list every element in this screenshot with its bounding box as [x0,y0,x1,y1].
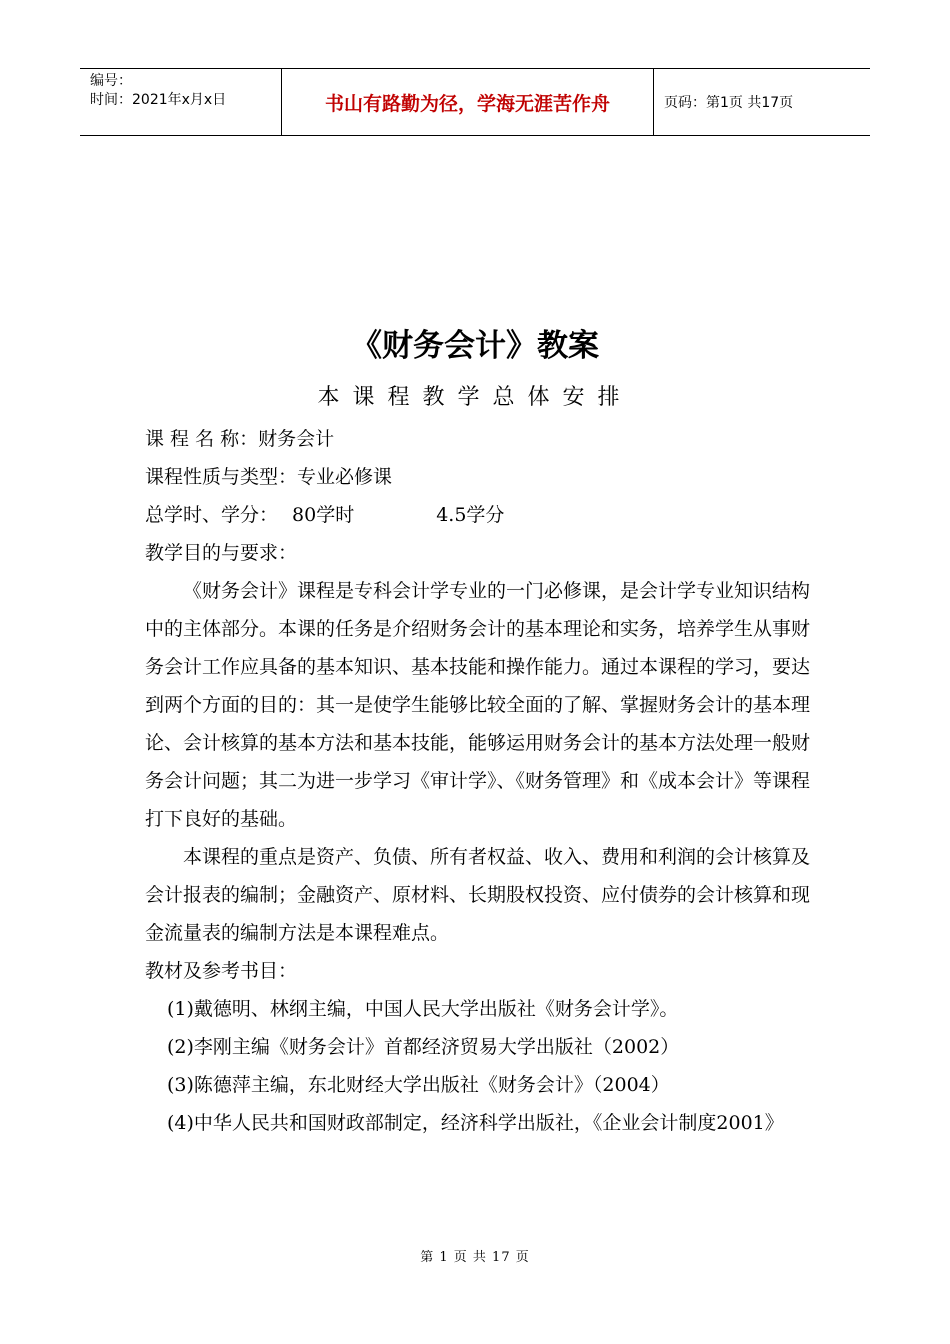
document-number-label: 编号： [90,73,132,89]
course-name-label: 课 程 名 称： [145,428,259,450]
focus-paragraph: 本课程的重点是资产、负债、所有者权益、收入、费用和利润的会计核算及会计报表的编制；金融资产、原材料、长期股权投资、应付债券的会计核算和现金流量表的编制方法是本课程难点。 [145,846,811,944]
header-meta-cell [80,69,282,135]
reference-item: (3)陈德萍主编，东北财经大学出版社《财务会计》（2004） [167,1074,670,1096]
course-goals-label: 教学目的与要求： [145,542,298,564]
reference-item: (4)中华人民共和国财政部制定，经济科学出版社，《企业会计制度2001》 [167,1112,784,1134]
course-name-value: 财务会计 [258,428,335,450]
document-title: 《财务会计》教案 [351,328,599,364]
header-motto-cell [282,69,654,135]
page-footer: 第 1 页 共 17 页 [420,1250,530,1265]
header-page-info: 页码：第1页 共17页 [664,95,794,111]
reference-item: (1)戴德明、林纲主编，中国人民大学出版社《财务会计学》。 [167,998,679,1020]
goals-paragraph: 《财务会计》课程是专科会计学专业的一门必修课，是会计学专业知识结构中的主体部分。本课的任务是介绍财务会计的基本理论和实务，培养学生从事财务会计工作应具备的基本知识、基本技能和操作能力。通过本课程的学习，要达到两个方面的目的：其一是使学生能够比较全面的了解、掌握财务会计的基本理论、会计核算的基本方法和基本技能，能够运用财务会计的基本方法处理一般财务会计问题；其二为进一步学习《审计学》、《财务管理》和《成本会计》等课程打下良好的基础。 [145,580,811,830]
header-table [80,68,870,136]
course-credits-value: 4.5学分 [436,504,505,526]
document-body [145,420,810,1142]
course-name-line [145,420,810,458]
course-nature-label: 课程性质与类型： [145,466,298,488]
course-hours-line [145,496,810,534]
course-hours-label: 总学时、学分： [145,504,279,526]
course-nature-value: 专业必修课 [297,466,393,488]
course-hours-value: 80学时 [292,504,355,526]
references-label: 教材及参考书目： [145,960,298,982]
document-subtitle: 本课程教学总体安排 [317,385,633,410]
course-nature-line [145,458,810,496]
reference-item: (2)李刚主编《财务会计》首都经济贸易大学出版社（2002） [167,1036,680,1058]
document-time-label: 时间：2021年x月x日 [90,92,227,108]
header-page-cell [654,69,870,135]
header-motto: 书山有路勤为径，学海无涯苦作舟 [324,92,610,115]
